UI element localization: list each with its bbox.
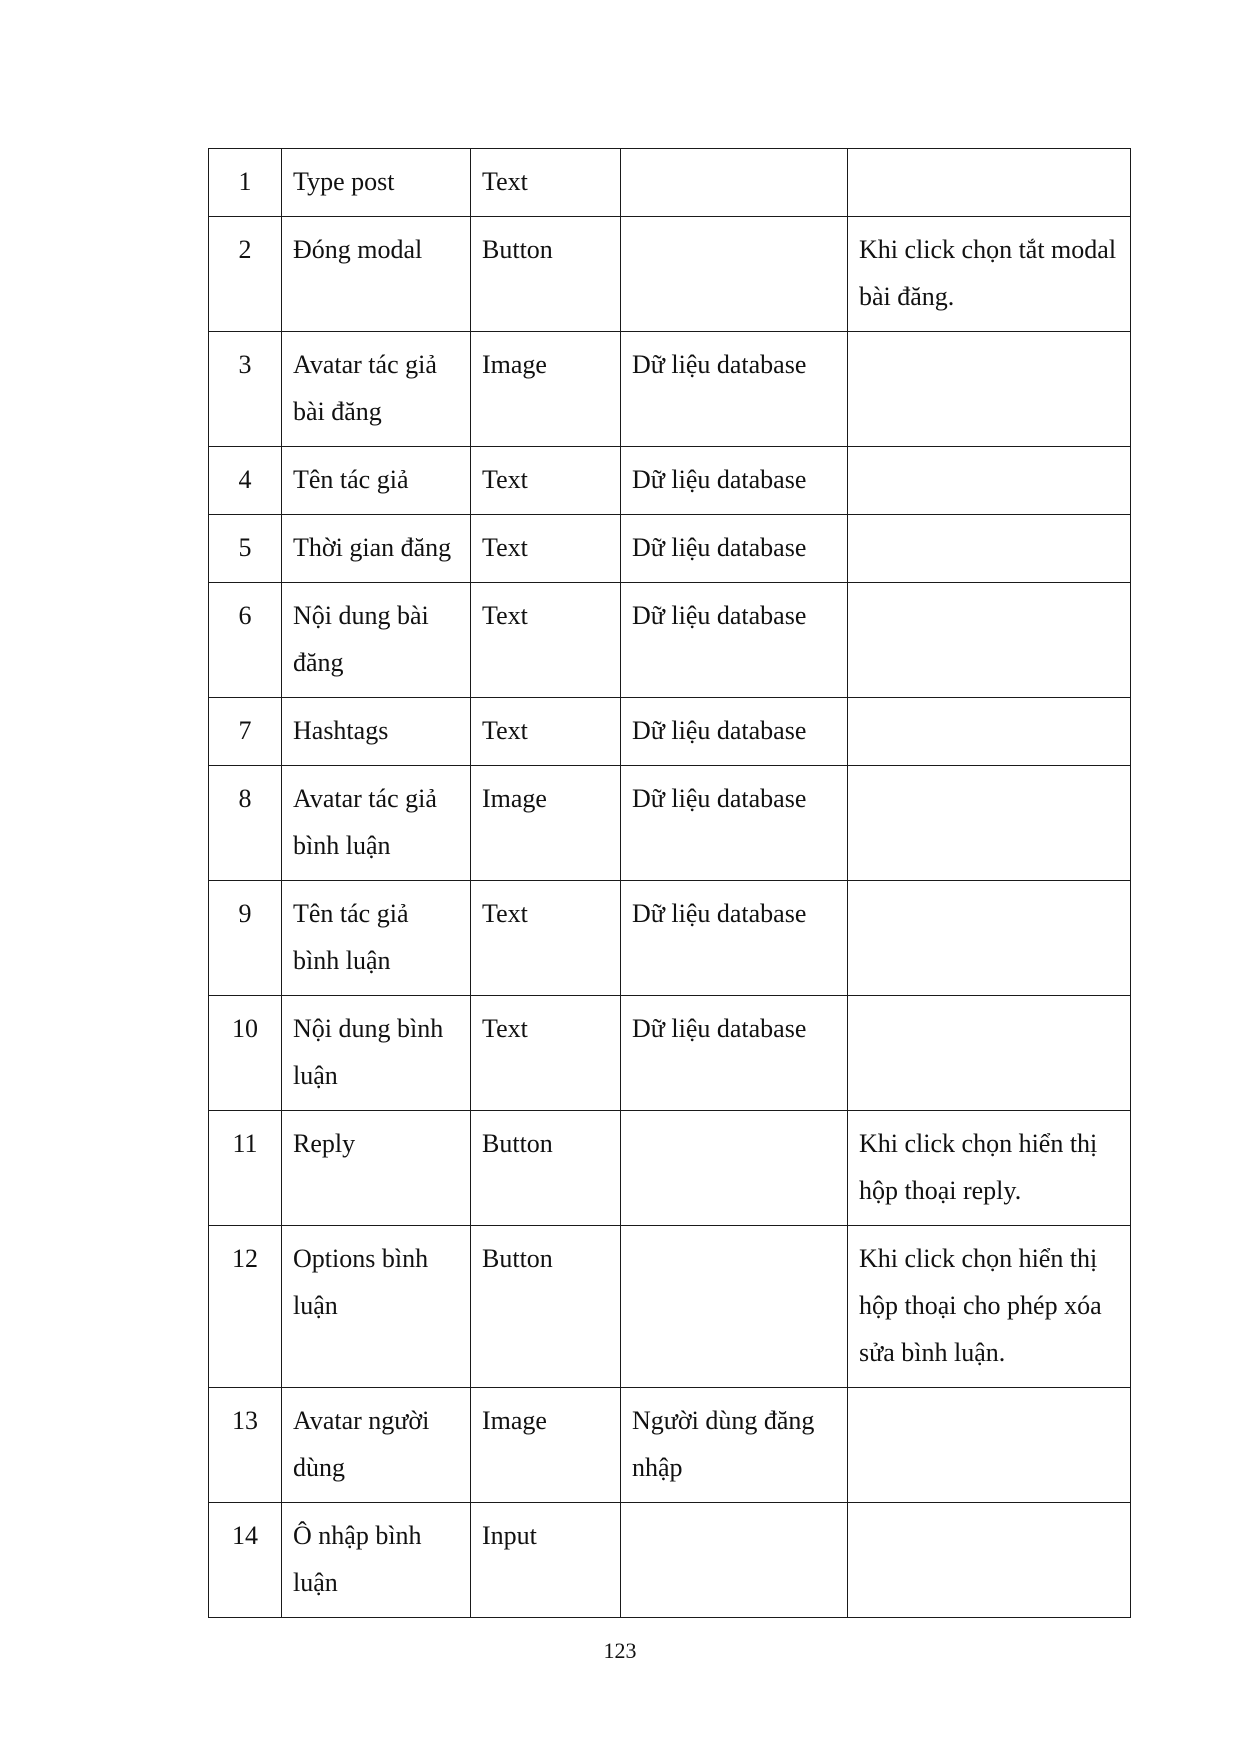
row-number-cell: 2 xyxy=(209,217,282,332)
data-source-cell xyxy=(621,1503,848,1618)
row-number-cell: 9 xyxy=(209,881,282,996)
row-number-cell: 1 xyxy=(209,149,282,217)
table-row xyxy=(209,1503,1131,1618)
table-row xyxy=(209,149,1131,217)
note-cell xyxy=(848,881,1131,996)
table-row xyxy=(209,1388,1131,1503)
table-row xyxy=(209,698,1131,766)
table-row xyxy=(209,217,1131,332)
data-source-cell: Dữ liệu database xyxy=(621,332,848,447)
note-cell xyxy=(848,766,1131,881)
element-type-cell: Text xyxy=(471,698,621,766)
data-source-cell: Dữ liệu database xyxy=(621,881,848,996)
table-row xyxy=(209,1111,1131,1226)
element-type-cell: Text xyxy=(471,447,621,515)
data-source-cell xyxy=(621,217,848,332)
row-number-cell: 7 xyxy=(209,698,282,766)
data-source-cell: Dữ liệu database xyxy=(621,766,848,881)
element-name-cell: Tên tác giả xyxy=(282,447,471,515)
element-type-cell: Text xyxy=(471,996,621,1111)
row-number-cell: 14 xyxy=(209,1503,282,1618)
element-name-cell: Options bình luận xyxy=(282,1226,471,1388)
note-cell xyxy=(848,515,1131,583)
data-source-cell xyxy=(621,149,848,217)
element-type-cell: Button xyxy=(471,1111,621,1226)
element-name-cell: Hashtags xyxy=(282,698,471,766)
row-number-cell: 6 xyxy=(209,583,282,698)
element-name-cell: Ô nhập bình luận xyxy=(282,1503,471,1618)
table-row xyxy=(209,583,1131,698)
row-number-cell: 3 xyxy=(209,332,282,447)
data-source-cell xyxy=(621,1111,848,1226)
element-type-cell: Image xyxy=(471,766,621,881)
data-source-cell: Dữ liệu database xyxy=(621,996,848,1111)
note-cell: Khi click chọn tắt modal bài đăng. xyxy=(848,217,1131,332)
note-cell xyxy=(848,996,1131,1111)
table-row xyxy=(209,447,1131,515)
element-name-cell: Thời gian đăng xyxy=(282,515,471,583)
table-row xyxy=(209,766,1131,881)
note-cell xyxy=(848,583,1131,698)
element-name-cell: Avatar tác giả bài đăng xyxy=(282,332,471,447)
row-number-cell: 12 xyxy=(209,1226,282,1388)
element-type-cell: Image xyxy=(471,332,621,447)
row-number-cell: 5 xyxy=(209,515,282,583)
element-name-cell: Avatar tác giả bình luận xyxy=(282,766,471,881)
element-type-cell: Text xyxy=(471,515,621,583)
note-cell xyxy=(848,698,1131,766)
note-cell xyxy=(848,332,1131,447)
row-number-cell: 4 xyxy=(209,447,282,515)
table-row xyxy=(209,332,1131,447)
element-type-cell: Text xyxy=(471,583,621,698)
row-number-cell: 10 xyxy=(209,996,282,1111)
data-source-cell: Người dùng đăng nhập xyxy=(621,1388,848,1503)
note-cell xyxy=(848,1503,1131,1618)
ui-element-spec-table xyxy=(208,148,1131,1618)
row-number-cell: 11 xyxy=(209,1111,282,1226)
data-source-cell: Dữ liệu database xyxy=(621,515,848,583)
element-type-cell: Button xyxy=(471,217,621,332)
element-name-cell: Reply xyxy=(282,1111,471,1226)
data-source-cell: Dữ liệu database xyxy=(621,583,848,698)
element-type-cell: Image xyxy=(471,1388,621,1503)
note-cell xyxy=(848,1388,1131,1503)
table-row xyxy=(209,996,1131,1111)
note-cell: Khi click chọn hiển thị hộp thoại cho phép xóa sửa bình luận. xyxy=(848,1226,1131,1388)
note-cell: Khi click chọn hiển thị hộp thoại reply. xyxy=(848,1111,1131,1226)
element-type-cell: Input xyxy=(471,1503,621,1618)
note-cell xyxy=(848,149,1131,217)
data-source-cell: Dữ liệu database xyxy=(621,698,848,766)
element-type-cell: Text xyxy=(471,881,621,996)
element-name-cell: Type post xyxy=(282,149,471,217)
table-row xyxy=(209,515,1131,583)
table-row xyxy=(209,1226,1131,1388)
element-name-cell: Nội dung bình luận xyxy=(282,996,471,1111)
element-name-cell: Nội dung bài đăng xyxy=(282,583,471,698)
data-source-cell: Dữ liệu database xyxy=(621,447,848,515)
element-type-cell: Text xyxy=(471,149,621,217)
data-source-cell xyxy=(621,1226,848,1388)
page-number: 123 xyxy=(603,1638,637,1663)
element-name-cell: Tên tác giả bình luận xyxy=(282,881,471,996)
table-row xyxy=(209,881,1131,996)
element-name-cell: Avatar người dùng xyxy=(282,1388,471,1503)
note-cell xyxy=(848,447,1131,515)
row-number-cell: 8 xyxy=(209,766,282,881)
row-number-cell: 13 xyxy=(209,1388,282,1503)
element-type-cell: Button xyxy=(471,1226,621,1388)
element-name-cell: Đóng modal xyxy=(282,217,471,332)
